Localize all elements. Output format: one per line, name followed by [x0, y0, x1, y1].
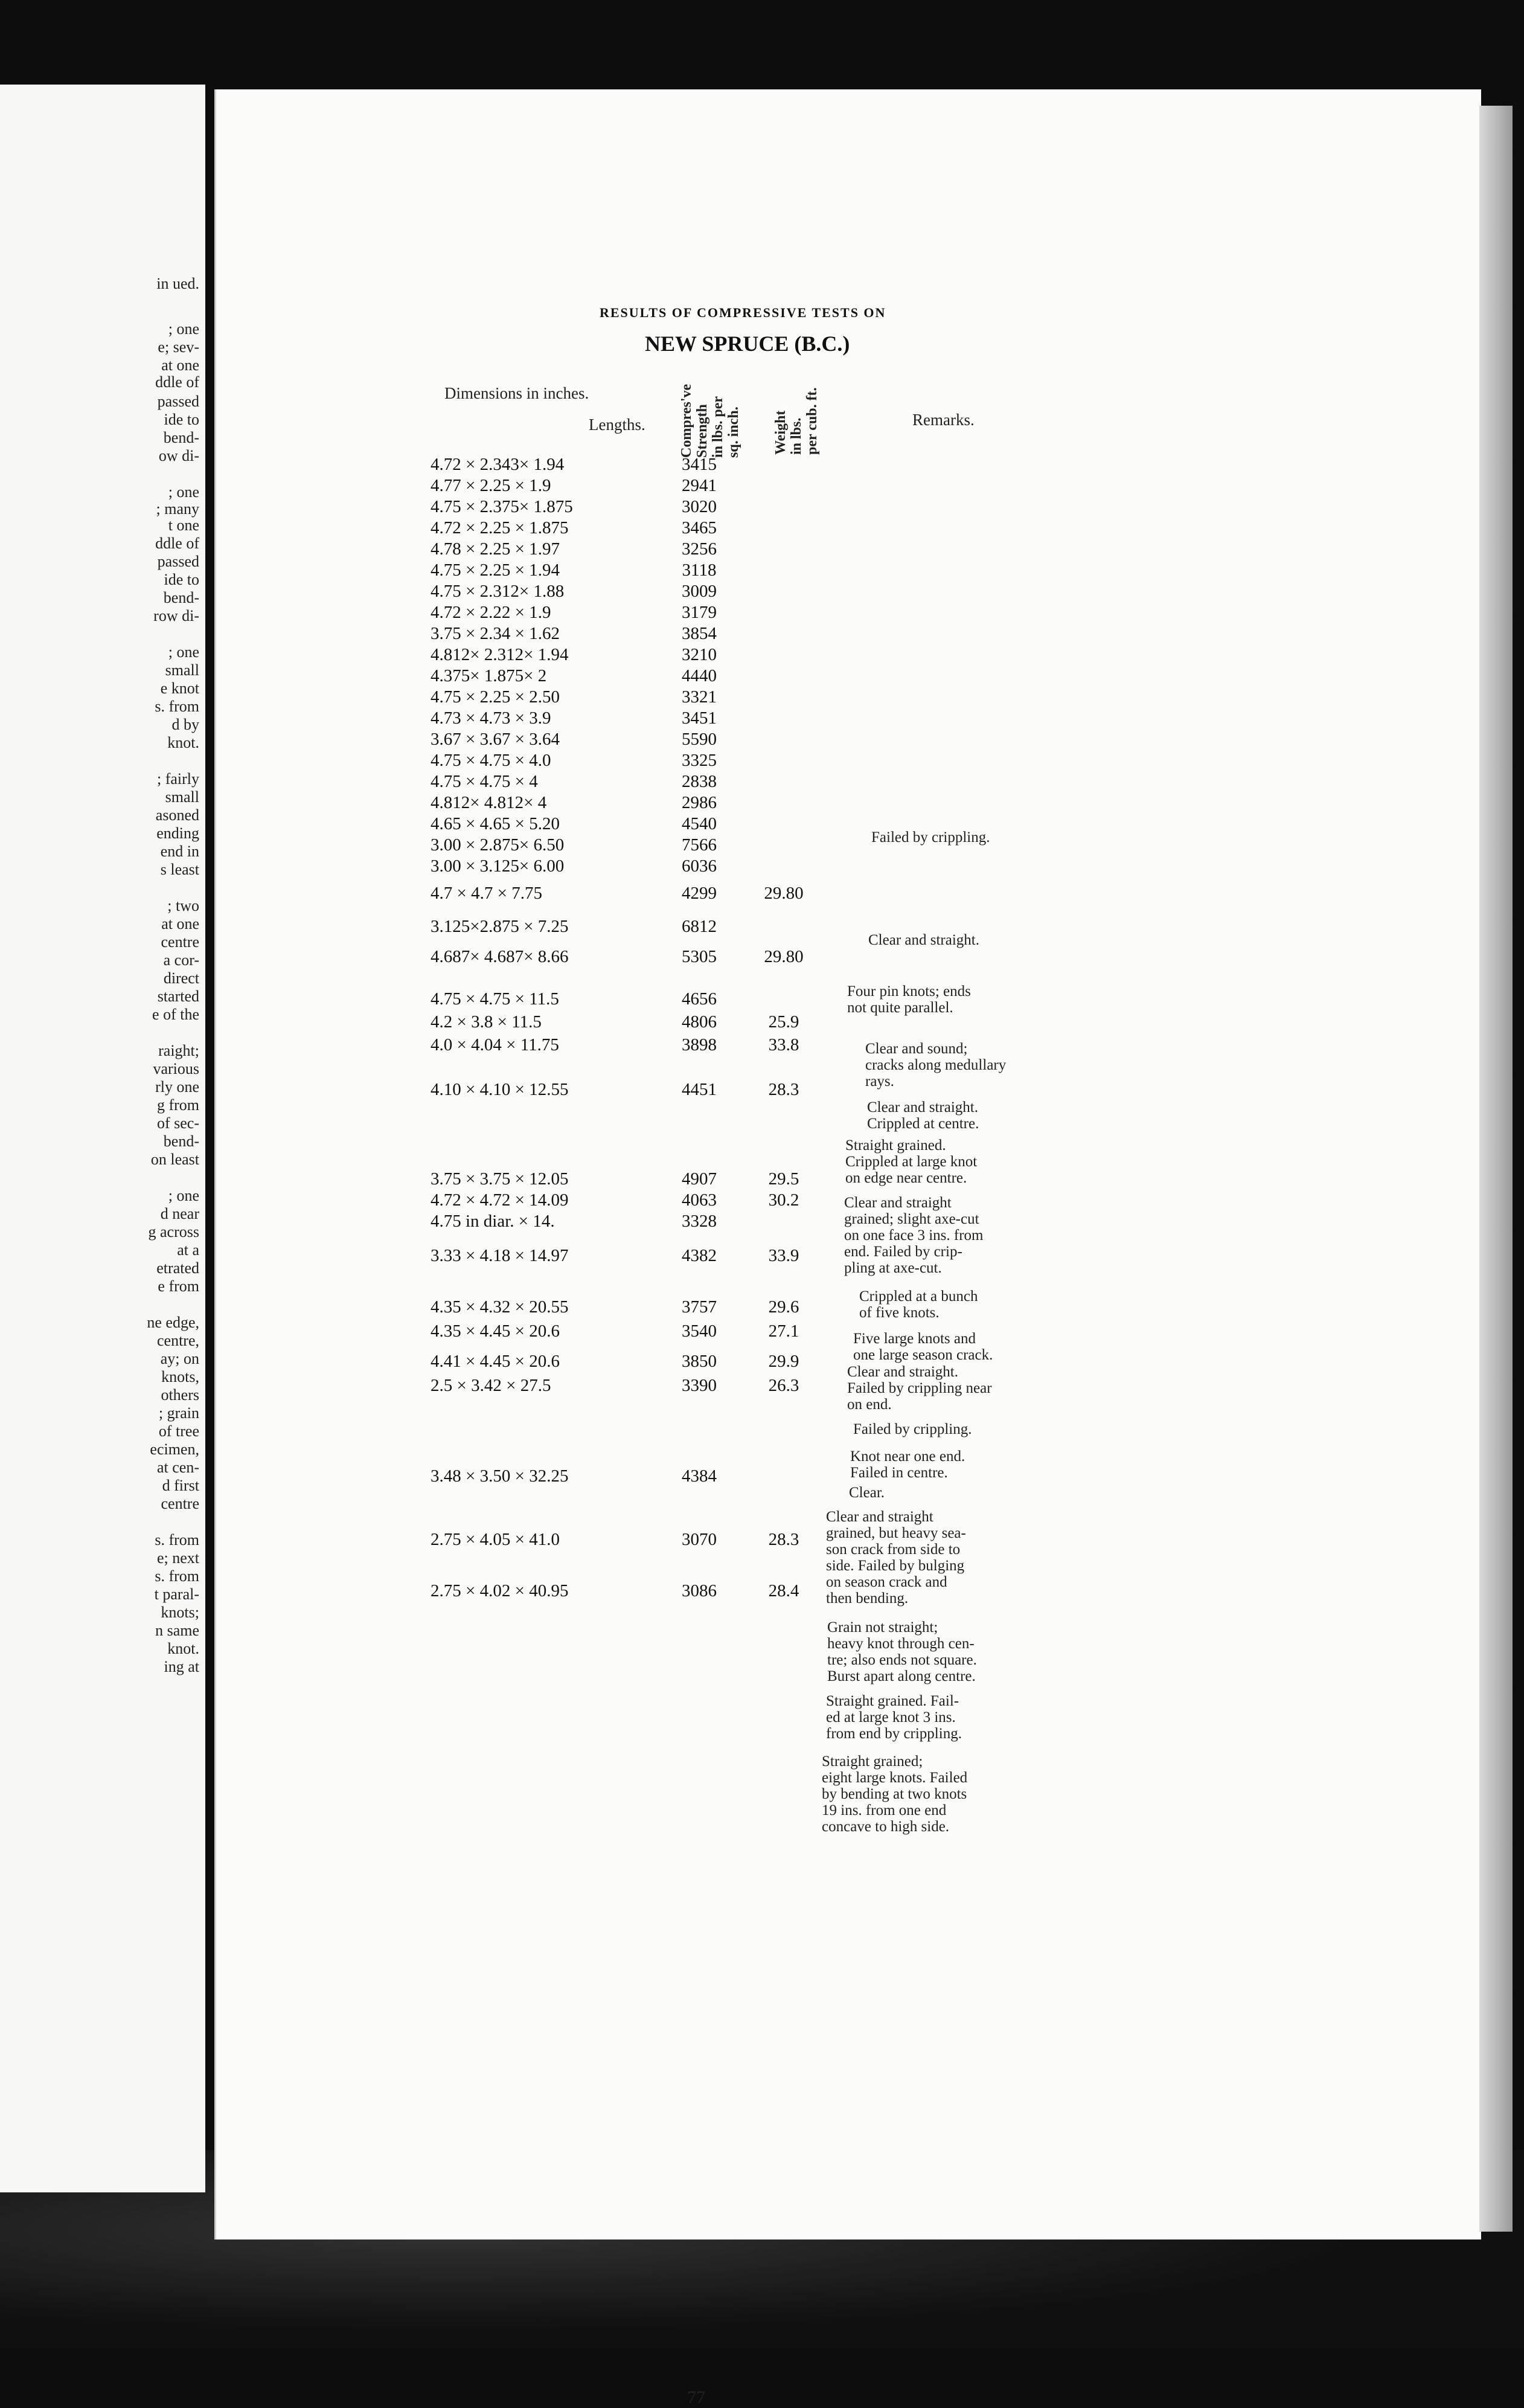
strength-cell: 3321 [682, 687, 717, 707]
remark-line: by bending at two knots [822, 1786, 967, 1802]
dimensions-cell: 4.687× 4.687× 8.66 [431, 947, 569, 966]
dimensions-header: Dimensions in inches. [444, 384, 589, 402]
left-page-text-fragment: ide to [164, 411, 199, 428]
dimensions-cell: 4.75 × 2.25 × 1.94 [431, 560, 560, 580]
weight-cell: 26.3 [768, 1376, 799, 1395]
remark-line: pling at axe-cut. [844, 1260, 942, 1276]
remark-line: grained; slight axe-cut [844, 1211, 979, 1227]
weight-cell: 30.2 [768, 1190, 799, 1210]
weight-cell: 28.3 [768, 1080, 799, 1099]
left-page-text-fragment: t paral- [154, 1585, 199, 1603]
table-row [216, 814, 1481, 835]
right-page [214, 89, 1481, 2407]
dimensions-cell: 4.73 × 4.73 × 3.9 [431, 708, 551, 728]
strength-cell: 4382 [682, 1246, 717, 1265]
left-page-text-fragment: ddle of [155, 373, 199, 391]
left-page-text-fragment: passed [157, 553, 199, 570]
left-page-text-fragment: d first [162, 1477, 199, 1494]
remark-text [847, 1364, 992, 1413]
dimensions-cell: 3.75 × 3.75 × 12.05 [431, 1169, 569, 1189]
weight-cell: 28.3 [768, 1530, 799, 1549]
strength-cell: 6036 [682, 856, 717, 876]
left-page-text-fragment: started [157, 987, 199, 1005]
table-row [216, 624, 1481, 644]
dimensions-cell: 3.75 × 2.34 × 1.62 [431, 624, 560, 643]
dimensions-cell: 3.48 × 3.50 × 32.25 [431, 1466, 569, 1486]
dimensions-cell: 3.00 × 3.125× 6.00 [431, 856, 565, 876]
dimensions-cell: 4.75 × 2.312× 1.88 [431, 582, 565, 601]
dimensions-cell: 4.77 × 2.25 × 1.9 [431, 476, 551, 495]
left-page-text-fragment: e of the [152, 1006, 199, 1023]
strength-cell: 4451 [682, 1080, 717, 1099]
table-row [216, 582, 1481, 602]
left-page-text-fragment: of tree [158, 1422, 199, 1440]
table-row [216, 603, 1481, 623]
weight-cell: 29.80 [764, 947, 804, 966]
strength-cell: 3020 [682, 497, 717, 516]
remark-line: Crippled at centre. [867, 1116, 979, 1132]
dimensions-cell: 4.2 × 3.8 × 11.5 [431, 1012, 542, 1032]
dimensions-cell: 2.5 × 3.42 × 27.5 [431, 1376, 551, 1395]
left-page-text-fragment: n same [155, 1622, 199, 1639]
table-row [216, 856, 1481, 877]
left-page [0, 85, 205, 2192]
strength-cell: 5590 [682, 730, 717, 749]
left-page-text-fragment: ddle of [155, 535, 199, 552]
remark-text [844, 1195, 983, 1276]
left-page-text-fragment: d near [160, 1205, 199, 1222]
dimensions-cell: 4.0 × 4.04 × 11.75 [431, 1035, 559, 1055]
remark-line: rays. [865, 1073, 894, 1090]
left-page-text-fragment: t one [168, 516, 199, 534]
remark-line: Straight grained; [822, 1753, 923, 1770]
table-row [216, 835, 1481, 856]
remark-line: Clear. [849, 1485, 885, 1501]
remark-line: on end. [847, 1396, 892, 1413]
remark-text [853, 1421, 972, 1437]
table-row [216, 772, 1481, 792]
remark-line: Clear and straight. [847, 1364, 958, 1380]
left-page-text-fragment: g from [156, 1096, 199, 1114]
dimensions-cell: 4.75 × 4.75 × 11.5 [431, 989, 559, 1009]
strength-cell: 4907 [682, 1169, 717, 1189]
dimensions-cell: 2.75 × 4.05 × 41.0 [431, 1530, 560, 1549]
table-row [216, 518, 1481, 539]
weight-cell: 28.4 [768, 1581, 799, 1601]
strength-cell: 2838 [682, 772, 717, 791]
left-page-text-fragment: at one [161, 356, 199, 374]
table-row [216, 1080, 1481, 1100]
dimensions-cell: 3.125×2.875 × 7.25 [431, 917, 569, 936]
remark-line: Clear and straight. [867, 1099, 978, 1116]
remark-line: one large season crack. [853, 1347, 993, 1363]
left-page-text-fragment: centre, [156, 1332, 199, 1349]
table-title: NEW SPRUCE (B.C.) [645, 332, 850, 356]
strength-cell: 4384 [682, 1466, 717, 1486]
left-page-text-fragment: raight; [158, 1042, 199, 1059]
strength-cell: 3451 [682, 708, 717, 728]
remark-line: Failed by crippling near [847, 1380, 992, 1396]
left-page-text-fragment: various [153, 1060, 199, 1077]
left-page-text-fragment: s. from [155, 1531, 199, 1549]
page-edge [1479, 106, 1513, 2232]
left-page-text-fragment: g across [148, 1223, 199, 1241]
left-page-text-fragment: s. from [155, 1567, 199, 1585]
left-page-text-fragment: ay; on [160, 1350, 199, 1367]
table-row [216, 884, 1481, 904]
left-page-text-fragment: rly one [155, 1078, 199, 1096]
table-row [216, 497, 1481, 518]
dimensions-cell: 4.812× 2.312× 1.94 [431, 645, 569, 664]
left-page-text-fragment: ; one [168, 1187, 199, 1204]
weight-cell: 33.8 [768, 1035, 799, 1055]
table-row [216, 1035, 1481, 1056]
table-row [216, 539, 1481, 560]
remark-line: end. Failed by crip- [844, 1244, 962, 1260]
remark-text [827, 1619, 977, 1684]
remark-text [871, 829, 990, 846]
left-page-text-fragment: etrated [156, 1259, 199, 1277]
table-row [216, 793, 1481, 814]
dimensions-cell: 4.375× 1.875× 2 [431, 666, 547, 685]
left-page-text-fragment: on least [150, 1151, 199, 1168]
left-page-text-fragment: bend- [163, 589, 199, 606]
dimensions-cell: 3.00 × 2.875× 6.50 [431, 835, 565, 855]
dimensions-cell: 4.41 × 4.45 × 20.6 [431, 1352, 560, 1371]
left-page-text-fragment: row di- [153, 607, 199, 624]
table-row [216, 751, 1481, 771]
left-page-text-fragment: at cen- [156, 1459, 199, 1476]
remark-line: Clear and straight. [868, 932, 979, 948]
weight-cell: 33.9 [768, 1246, 799, 1265]
remark-line: cracks along medullary [865, 1057, 1007, 1073]
dimensions-cell: 4.65 × 4.65 × 5.20 [431, 814, 560, 833]
strength-cell: 3390 [682, 1376, 717, 1395]
strength-cell: 4063 [682, 1190, 717, 1210]
remark-line: Failed by crippling. [853, 1421, 972, 1437]
remark-line: Straight grained. [845, 1137, 946, 1154]
remark-line: concave to high side. [822, 1819, 950, 1835]
table-row [216, 708, 1481, 729]
weight-cell: 29.9 [768, 1352, 799, 1371]
remark-line: ed at large knot 3 ins. [826, 1709, 956, 1726]
strength-cell: 3898 [682, 1035, 717, 1055]
remark-line: Straight grained. Fail- [826, 1693, 959, 1709]
strength-cell: 2986 [682, 793, 717, 812]
dimensions-cell: 4.75 in diar. × 14. [431, 1212, 555, 1231]
dimensions-cell: 4.35 × 4.32 × 20.55 [431, 1297, 569, 1317]
left-page-text-fragment: ; one [168, 643, 199, 661]
weight-cell: 29.80 [764, 884, 804, 903]
table-supertitle: RESULTS OF COMPRESSIVE TESTS ON [600, 305, 886, 320]
dimensions-cell: 4.7 × 4.7 × 7.75 [431, 884, 542, 903]
table-row [216, 476, 1481, 496]
dimensions-cell: 4.75 × 4.75 × 4.0 [431, 751, 551, 770]
strength-cell: 3465 [682, 518, 717, 538]
left-page-text-fragment: at one [161, 915, 199, 933]
weight-cell: 25.9 [768, 1012, 799, 1032]
remark-line: then bending. [826, 1590, 909, 1607]
page-number: 77 [687, 2387, 705, 2407]
dimensions-cell: 4.72 × 2.25 × 1.875 [431, 518, 569, 538]
table-row [216, 917, 1481, 937]
left-page-text-fragment: ; one [168, 483, 199, 501]
left-page-text-fragment: knots; [161, 1604, 199, 1621]
left-page-text-fragment: s least [160, 861, 199, 878]
left-page-text-fragment: direct [163, 969, 199, 987]
strength-cell: 3179 [682, 603, 717, 622]
strength-cell: 2941 [682, 476, 717, 495]
remark-text [822, 1753, 967, 1835]
left-page-text-fragment: ow di- [158, 447, 199, 464]
remark-line: grained, but heavy sea- [826, 1525, 966, 1541]
strength-cell: 3850 [682, 1352, 717, 1371]
left-page-text-fragment: bend- [163, 1132, 199, 1150]
dimensions-cell: 4.72 × 2.343× 1.94 [431, 455, 565, 474]
remark-line: eight large knots. Failed [822, 1770, 968, 1786]
dimensions-cell: 4.35 × 4.45 × 20.6 [431, 1321, 560, 1341]
strength-cell: 3256 [682, 539, 717, 559]
remark-line: side. Failed by bulging [826, 1558, 965, 1574]
table-row [216, 560, 1481, 581]
left-page-text-fragment: knots, [161, 1368, 199, 1385]
remark-line: Crippled at a bunch [859, 1288, 978, 1305]
remarks-header: Remarks. [912, 411, 975, 429]
left-page-text-fragment: centre [161, 1495, 199, 1512]
strength-cell: 3328 [682, 1212, 717, 1231]
strength-cell: 4656 [682, 989, 717, 1009]
strength-cell: 3325 [682, 751, 717, 770]
remark-text [867, 1099, 979, 1132]
remark-text [845, 1137, 977, 1186]
table-row [216, 666, 1481, 687]
left-page-text-fragment: knot. [167, 1640, 199, 1657]
strength-cell: 3854 [682, 624, 717, 643]
left-page-text-fragment: e from [158, 1277, 199, 1295]
strength-cell: 7566 [682, 835, 717, 855]
remark-line: Four pin knots; ends [847, 983, 971, 1000]
left-page-text-fragment: bend- [163, 429, 199, 446]
weight-cell: 29.5 [768, 1169, 799, 1189]
left-page-text-fragment: ; one [168, 320, 199, 338]
dimensions-cell: 4.812× 4.812× 4 [431, 793, 547, 812]
left-page-text-fragment: of sec- [156, 1114, 199, 1132]
left-page-text-fragment: d by [171, 716, 199, 733]
left-page-text-fragment: ide to [164, 571, 199, 588]
table-row [216, 455, 1481, 475]
dimensions-cell: 2.75 × 4.02 × 40.95 [431, 1581, 569, 1601]
remark-line: tre; also ends not square. [827, 1652, 977, 1668]
strength-cell: 3210 [682, 645, 717, 664]
left-page-text-fragment: ; many [156, 500, 199, 518]
table-row [216, 645, 1481, 666]
left-page-text-fragment: ; grain [158, 1404, 199, 1422]
remark-text [865, 1041, 1006, 1090]
left-page-text-fragment: ; fairly [156, 770, 199, 788]
left-page-text-fragment: centre [161, 933, 199, 951]
remark-line: on edge near centre. [845, 1170, 967, 1186]
strength-cell: 3118 [682, 560, 717, 580]
strength-cell: 3540 [682, 1321, 717, 1341]
remark-line: Grain not straight; [827, 1619, 938, 1636]
dimensions-cell: 4.75 × 2.25 × 2.50 [431, 687, 560, 707]
strength-cell: 3415 [682, 455, 717, 474]
left-page-text-fragment: end in [160, 843, 199, 860]
dimensions-cell: 4.75 × 2.375× 1.875 [431, 497, 573, 516]
table-row [216, 1466, 1481, 1487]
remark-line: from end by crippling. [826, 1726, 962, 1742]
remark-text [847, 983, 971, 1016]
remark-line: heavy knot through cen- [827, 1636, 975, 1652]
remark-text [826, 1509, 966, 1607]
dimensions-cell: 3.67 × 3.67 × 3.64 [431, 730, 560, 749]
weight-cell: 29.6 [768, 1297, 799, 1317]
remark-line: Crippled at large knot [845, 1154, 978, 1170]
dimensions-cell: 4.78 × 2.25 × 1.97 [431, 539, 560, 559]
table-row [216, 1297, 1481, 1318]
left-page-text-fragment: in ued. [156, 275, 199, 292]
remark-line: Clear and sound; [865, 1041, 968, 1057]
left-page-text-fragment: passed [157, 393, 199, 410]
remark-line: Clear and straight [826, 1509, 933, 1525]
dimensions-cell: 3.33 × 4.18 × 14.97 [431, 1246, 569, 1265]
left-page-text-fragment: others [161, 1386, 199, 1404]
left-page-text-fragment: e knot [160, 679, 199, 697]
left-page-text-fragment: s. from [155, 698, 199, 715]
strength-cell: 3757 [682, 1297, 717, 1317]
table-row [216, 1321, 1481, 1342]
strength-cell: 4806 [682, 1012, 717, 1032]
remark-text [868, 932, 979, 948]
remark-line: not quite parallel. [847, 1000, 953, 1016]
table-row [216, 687, 1481, 708]
remark-text [826, 1693, 962, 1742]
remark-line: 19 ins. from one end [822, 1802, 947, 1819]
remark-text [859, 1288, 978, 1321]
remark-line: Clear and straight [844, 1195, 952, 1211]
remark-text [850, 1448, 965, 1481]
weight-cell: 27.1 [768, 1321, 799, 1341]
remark-line: Five large knots and [853, 1331, 976, 1347]
strength-cell: 4299 [682, 884, 717, 903]
weight-header: Weight in lbs. per cub. ft. [773, 387, 820, 455]
table-row [216, 947, 1481, 968]
left-page-text-fragment: ; two [167, 897, 199, 914]
strength-cell: 3009 [682, 582, 717, 601]
remark-text [849, 1485, 885, 1501]
remark-line: son crack from side to [826, 1541, 961, 1558]
left-page-text-fragment: ecimen, [150, 1440, 199, 1458]
left-page-text-fragment: knot. [167, 734, 199, 751]
left-page-text-fragment: small [165, 661, 199, 679]
strength-cell: 4440 [682, 666, 717, 685]
left-page-text-fragment: ending [156, 824, 199, 842]
strength-cell: 6812 [682, 917, 717, 936]
remark-line: Failed by crippling. [871, 829, 990, 846]
left-page-text-fragment: at a [177, 1241, 199, 1259]
dimensions-cell: 4.10 × 4.10 × 12.55 [431, 1080, 569, 1099]
table-row [216, 730, 1481, 750]
left-page-text-fragment: e; next [156, 1549, 199, 1567]
left-page-text-fragment: a cor- [163, 951, 199, 969]
strength-cell: 4540 [682, 814, 717, 833]
left-page-text-fragment: ing at [164, 1658, 199, 1675]
left-page-text-fragment: small [165, 788, 199, 806]
remark-text [853, 1331, 993, 1363]
remark-line: on one face 3 ins. from [844, 1227, 984, 1244]
remark-line: Knot near one end. [850, 1448, 965, 1465]
strength-header: Compres've Strength in lbs. per sq. inch. [679, 384, 741, 458]
dimensions-cell: 4.72 × 4.72 × 14.09 [431, 1190, 569, 1210]
dimensions-cell: 4.75 × 4.75 × 4 [431, 772, 538, 791]
left-page-text-fragment: asoned [155, 806, 199, 824]
remark-line: Failed in centre. [850, 1465, 948, 1481]
left-page-text-fragment: e; sev- [158, 338, 199, 356]
lengths-header: Lengths. [589, 416, 645, 434]
remark-line: Burst apart along centre. [827, 1668, 976, 1684]
left-page-text-fragment: ne edge, [147, 1314, 199, 1331]
strength-cell: 3070 [682, 1530, 717, 1549]
remark-line: on season crack and [826, 1574, 947, 1590]
strength-cell: 3086 [682, 1581, 717, 1601]
remark-line: of five knots. [859, 1305, 940, 1321]
strength-cell: 5305 [682, 947, 717, 966]
dimensions-cell: 4.72 × 2.22 × 1.9 [431, 603, 551, 622]
